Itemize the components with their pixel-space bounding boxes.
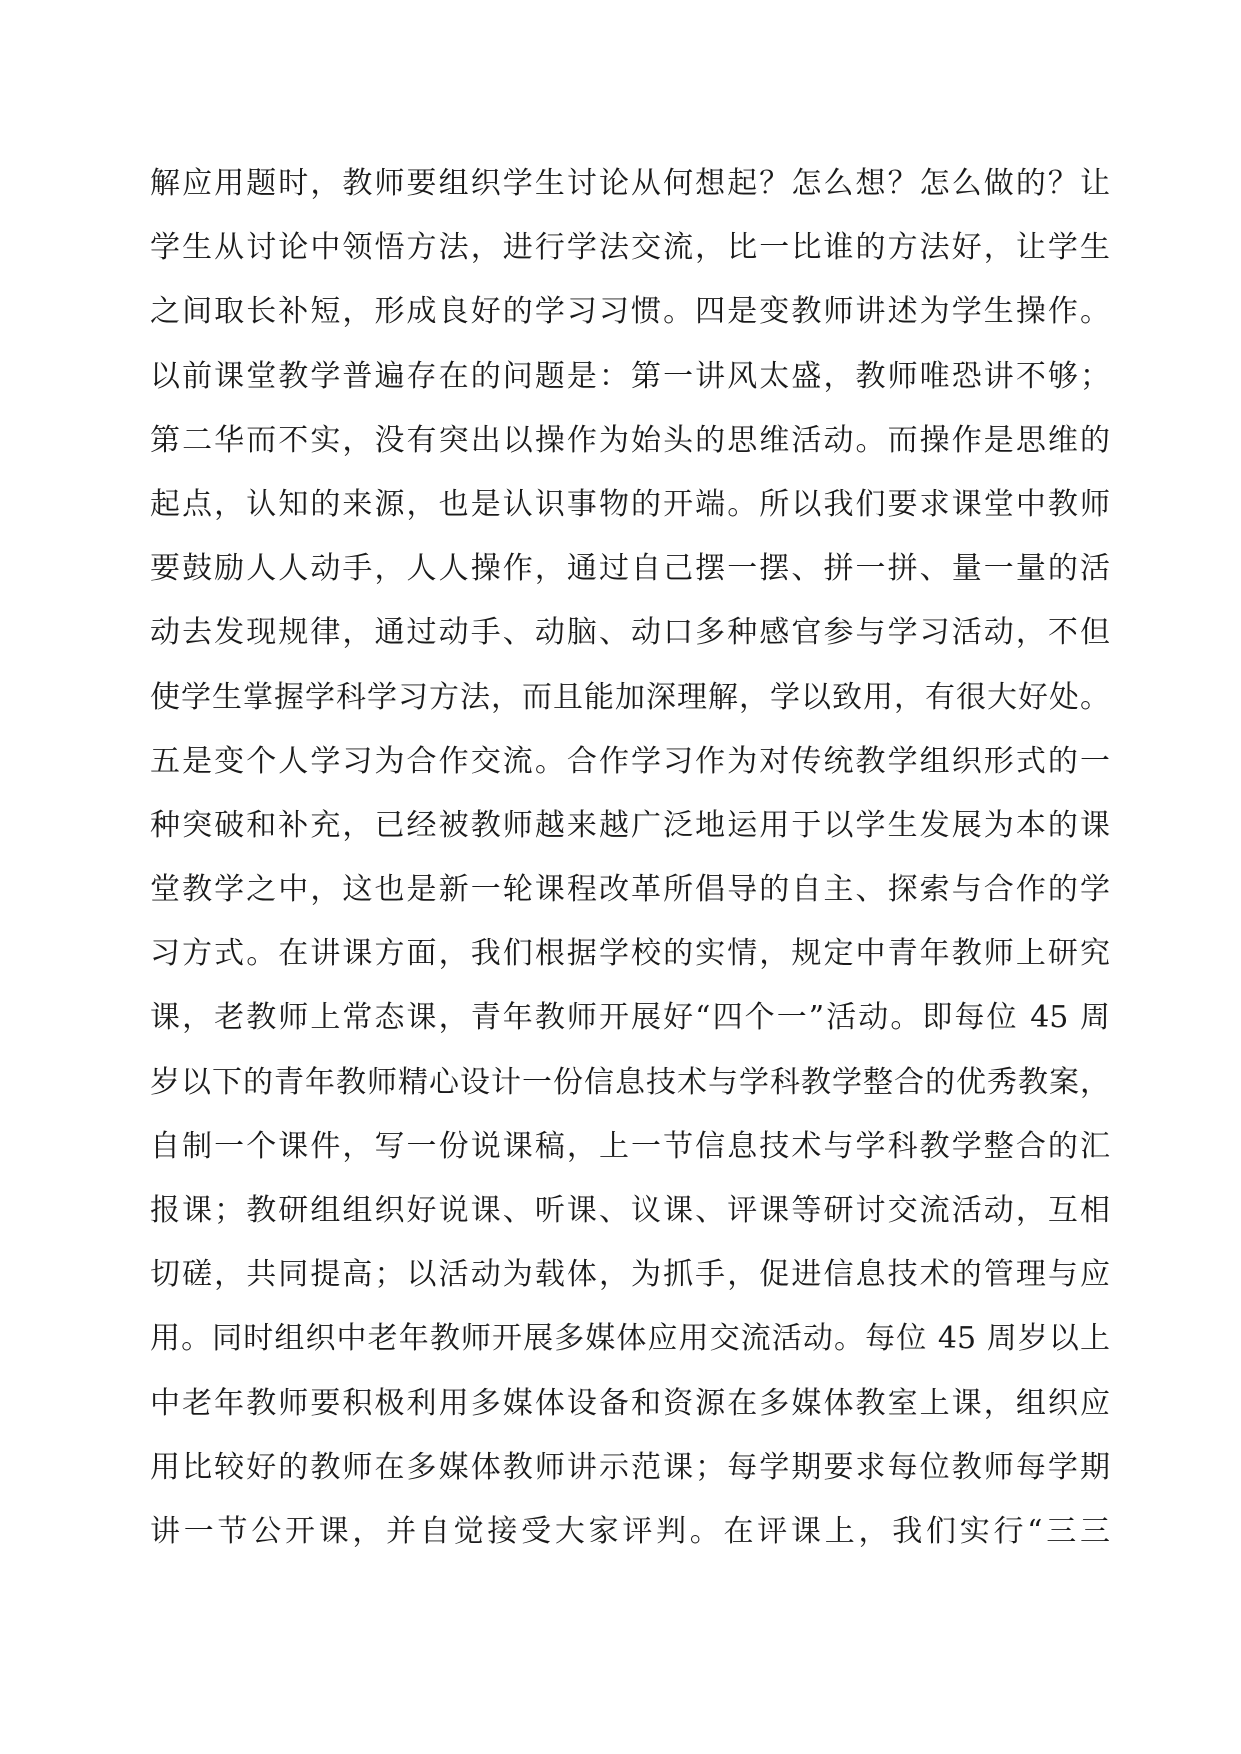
text-line: 讲一节公开课，并自觉接受大家评判。在评课上，我们实行“三三 bbox=[150, 1513, 1110, 1549]
text-line: 堂教学之中，这也是新一轮课程改革所倡导的自主、探索与合作的学 bbox=[150, 872, 1110, 908]
text-line: 课，老教师上常态课，青年教师开展好“四个一”活动。即每位 45 周 bbox=[150, 1000, 1110, 1036]
text-line: 要鼓励人人动手，人人操作，通过自己摆一摆、拼一拼、量一量的活 bbox=[150, 551, 1110, 587]
text-line: 种突破和补充，已经被教师越来越广泛地运用于以学生发展为本的课 bbox=[150, 807, 1110, 843]
text-line: 习方式。在讲课方面，我们根据学校的实情，规定中青年教师上研究 bbox=[150, 936, 1110, 972]
text-line: 之间取长补短，形成良好的学习习惯。四是变教师讲述为学生操作。 bbox=[150, 294, 1110, 330]
text-line: 解应用题时，教师要组织学生讨论从何想起？怎么想？怎么做的？让 bbox=[150, 166, 1110, 201]
text-line: 中老年教师要积极利用多媒体设备和资源在多媒体教室上课，组织应 bbox=[150, 1385, 1110, 1421]
text-line: 五是变个人学习为合作交流。合作学习作为对传统教学组织形式的一 bbox=[150, 743, 1110, 779]
text-line: 切磋，共同提高；以活动为载体，为抓手，促进信息技术的管理与应 bbox=[150, 1257, 1110, 1293]
text-line: 使学生掌握学科学习方法，而且能加深理解，学以致用，有很大好处。 bbox=[150, 679, 1110, 715]
text-line: 用比较好的教师在多媒体教师讲示范课；每学期要求每位教师每学期 bbox=[150, 1449, 1110, 1485]
text-line: 学生从讨论中领悟方法，进行学法交流，比一比谁的方法好，让学生 bbox=[150, 230, 1110, 266]
text-line: 报课；教研组组织好说课、听课、议课、评课等研讨交流活动，互相 bbox=[150, 1193, 1110, 1228]
text-line: 用。同时组织中老年教师开展多媒体应用交流活动。每位 45 周岁以上 bbox=[150, 1321, 1110, 1357]
text-line: 以前课堂教学普遍存在的问题是：第一讲风太盛，教师唯恐讲不够； bbox=[150, 358, 1110, 394]
text-line: 起点，认知的来源，也是认识事物的开端。所以我们要求课堂中教师 bbox=[150, 486, 1110, 522]
text-line: 第二华而不实，没有突出以操作为始头的思维活动。而操作是思维的 bbox=[150, 422, 1110, 458]
text-line: 自制一个课件，写一份说课稿，上一节信息技术与学科教学整合的汇 bbox=[150, 1128, 1110, 1164]
text-line: 动去发现规律，通过动手、动脑、动口多种感官参与学习活动，不但 bbox=[150, 615, 1110, 651]
text-line: 岁以下的青年教师精心设计一份信息技术与学科教学整合的优秀教案， bbox=[150, 1064, 1110, 1100]
body-paragraph bbox=[150, 152, 1110, 1564]
